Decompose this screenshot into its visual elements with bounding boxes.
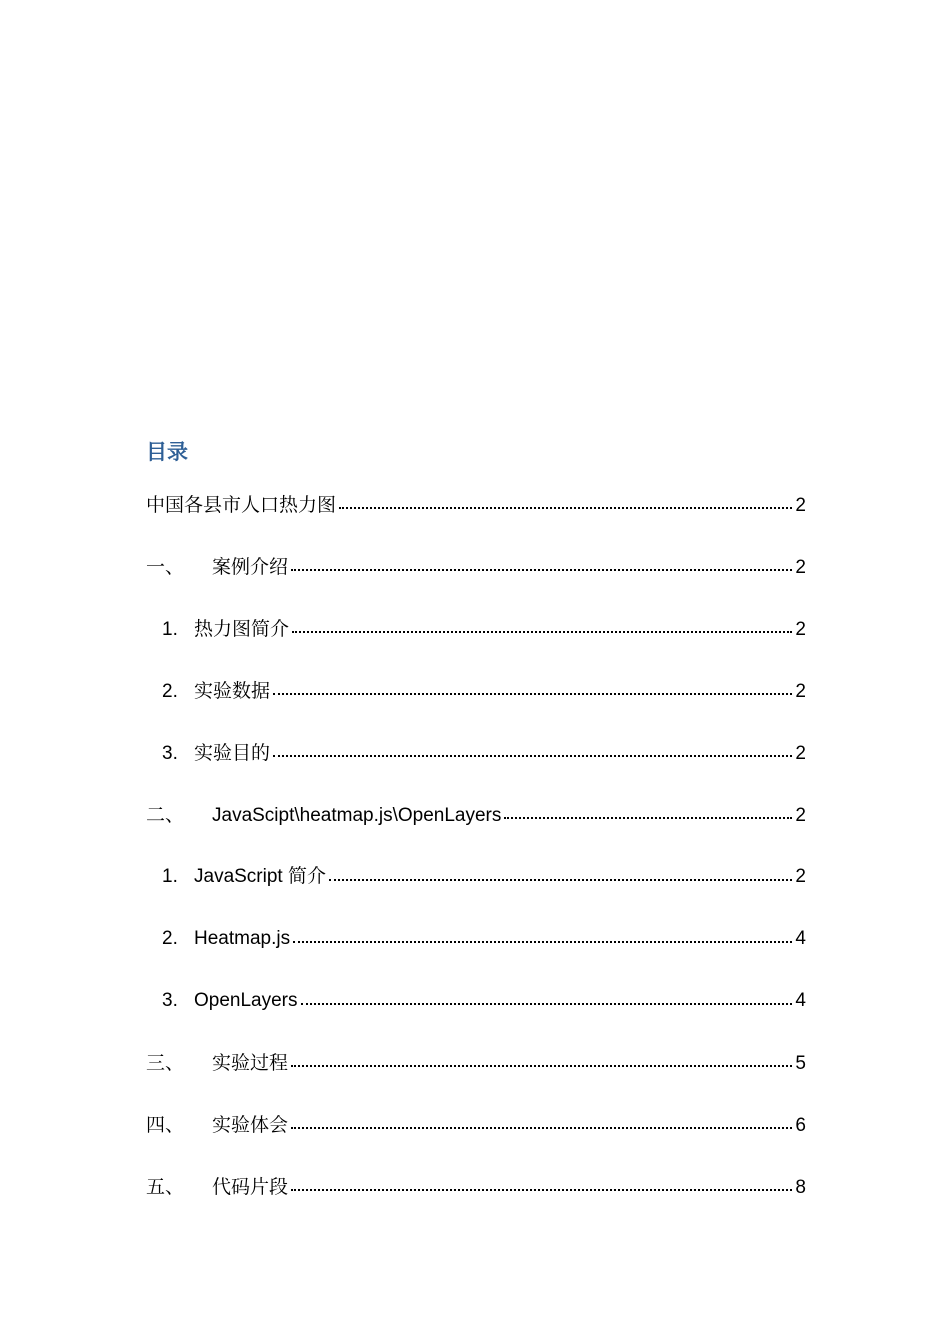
toc-entry-number: 1. [162,619,178,640]
toc-entry-openlayers[interactable] [162,986,806,1016]
toc-page-number: 6 [795,1115,806,1136]
toc-entry-experiment-goal[interactable] [162,738,806,768]
toc-entry-text: OpenLayers [194,990,298,1011]
toc-entry-case-intro[interactable] [146,552,806,582]
toc-dot-leader [292,631,792,633]
toc-entry-text: 热力图简介 [194,618,290,640]
toc-entry-text: 实验过程 [212,1052,289,1074]
toc-dot-leader [293,941,792,943]
toc-entry-number: 四、 [146,1114,185,1136]
toc-entry-number: 二、 [146,804,185,826]
toc-entry-text: 实验体会 [212,1114,289,1136]
toc-entry-text: 代码片段 [212,1176,289,1198]
toc-dot-leader [301,1003,793,1005]
toc-entry-number: 五、 [146,1176,185,1198]
toc-entry-document-title[interactable] [146,490,806,520]
toc-entry-number: 一、 [146,556,185,578]
toc-entry-tech-stack[interactable] [146,800,806,830]
toc-dot-leader [291,569,792,571]
toc-entry-text: JavaScipt\heatmap.js\OpenLayers [212,805,502,826]
toc-dot-leader [273,755,792,757]
toc-entry-experiment-process[interactable] [146,1048,806,1078]
toc-page-number: 2 [795,619,806,640]
toc-entry-text: 实验目的 [194,742,271,764]
toc-page-number: 2 [795,495,806,516]
toc-entry-text: JavaScript 简介 [194,866,326,887]
toc-dot-leader [329,879,792,881]
toc-page-number: 5 [795,1053,806,1074]
toc-entry-heatmap-intro[interactable] [162,614,806,644]
toc-entry-experiment-data[interactable] [162,676,806,706]
toc-title: 目录 [146,440,188,464]
toc-page-number: 4 [795,990,806,1011]
toc-dot-leader [291,1189,792,1191]
toc-entry-number: 1. [162,866,178,887]
toc-entry-javascript-intro[interactable] [162,862,806,892]
toc-entry-text: 实验数据 [194,680,271,702]
toc-page-number: 2 [795,557,806,578]
toc-page-number: 2 [795,681,806,702]
toc-dot-leader [273,693,792,695]
toc-dot-leader [291,1065,792,1067]
toc-entry-number: 3. [162,743,178,764]
toc-entry-code-snippets[interactable] [146,1172,806,1202]
toc-page-number: 4 [795,928,806,949]
toc-entry-text: Heatmap.js [194,928,291,949]
toc-entry-heatmapjs[interactable] [162,924,806,954]
toc-dot-leader [504,817,792,819]
toc-entry-number: 三、 [146,1052,185,1074]
toc-entry-number: 2. [162,681,178,702]
toc-page-number: 2 [795,743,806,764]
toc-dot-leader [291,1127,792,1129]
toc-entry-text: 中国各县市人口热力图 [146,494,337,516]
toc-page-number: 8 [795,1177,806,1198]
toc-entry-number: 3. [162,990,178,1011]
toc-entry-text: 案例介绍 [212,556,289,578]
toc-page-number: 2 [795,805,806,826]
toc-dot-leader [339,507,792,509]
toc-entry-number: 2. [162,928,178,949]
toc-entry-experiment-reflection[interactable] [146,1110,806,1140]
toc-page-number: 2 [795,866,806,887]
